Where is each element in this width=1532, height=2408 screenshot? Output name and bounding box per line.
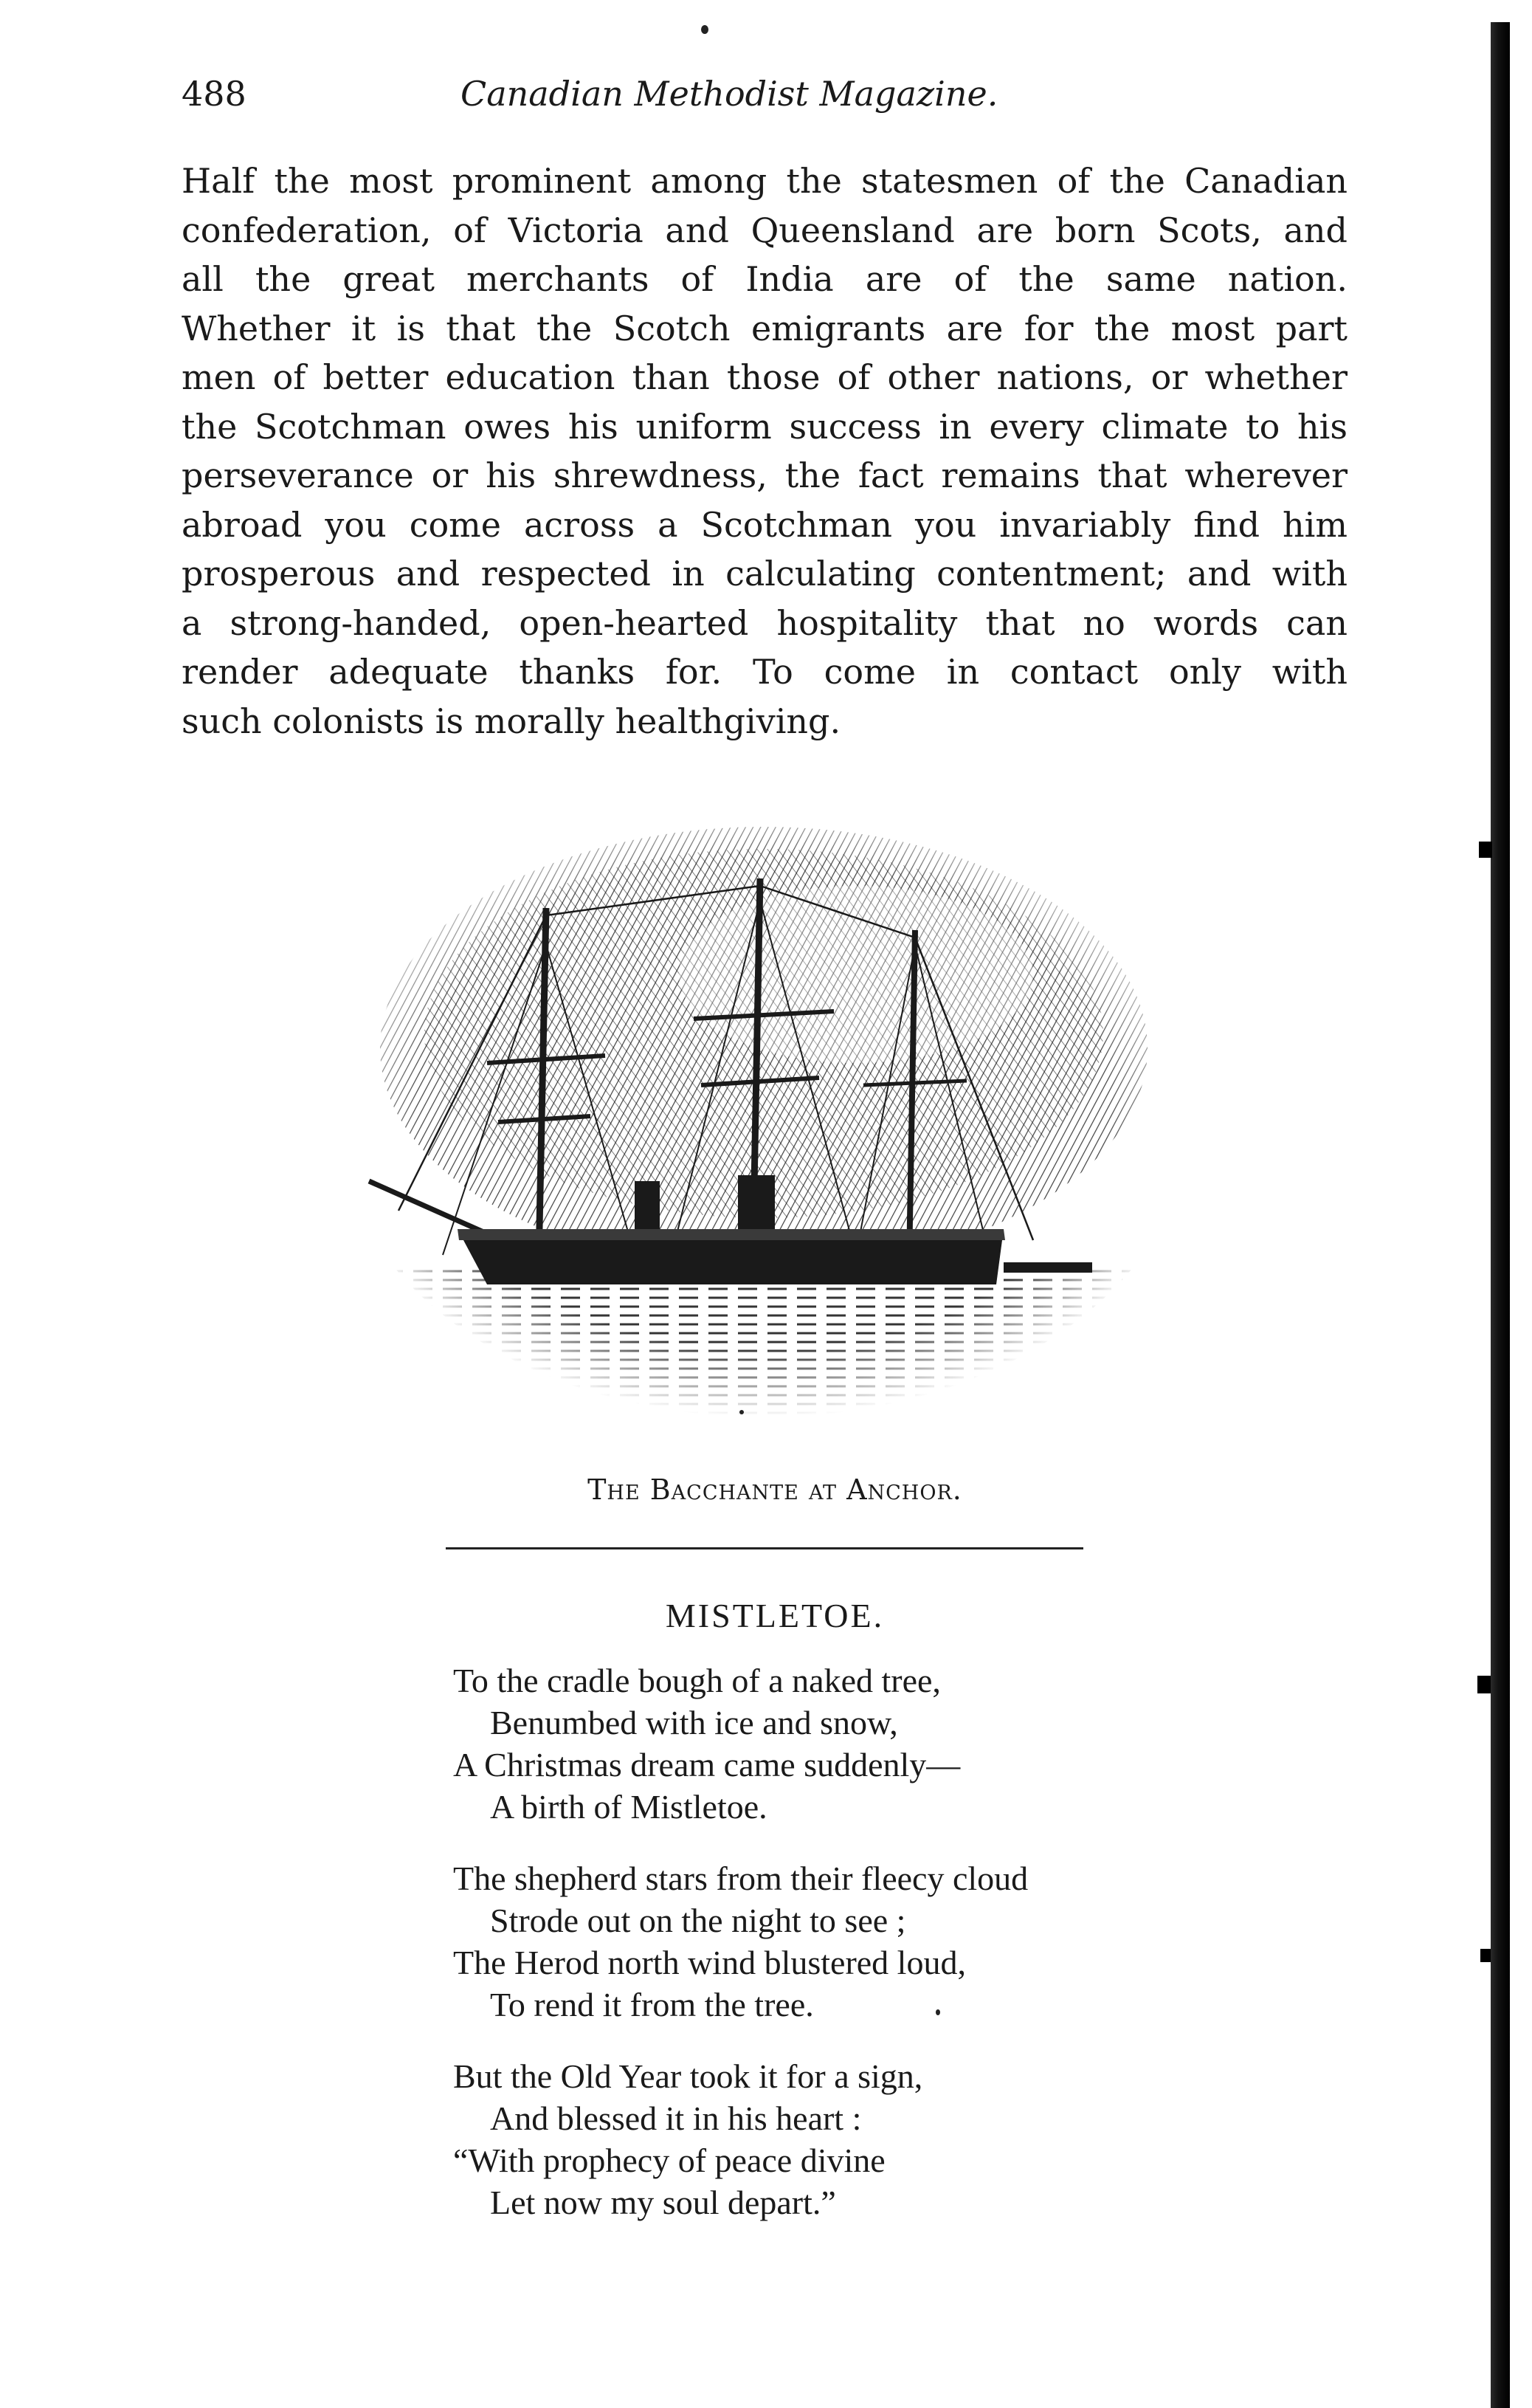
page-number: 488 — [182, 74, 246, 114]
body-line: such colonists is morally healthgiving. — [182, 701, 841, 741]
running-head — [182, 74, 1259, 125]
body-line: Whether it is that the Scotch emigrants are for the most part — [182, 308, 1348, 348]
poem-line: Strode out on the night to see ; — [490, 1902, 906, 1939]
body-line: perseverance or his shrewdness, the fact remains that wherever — [182, 455, 1348, 495]
poem-stanza — [453, 1659, 1191, 1828]
poem-line: Benumbed with ice and snow, — [490, 1704, 898, 1741]
section-divider — [446, 1547, 1083, 1549]
magazine-title: Canadian Methodist Magazine. — [460, 74, 998, 114]
poem-line: “With prophecy of peace divine — [453, 2142, 886, 2179]
poem-line: But the Old Year took it for a sign, — [453, 2057, 923, 2095]
body-line: Half the most prominent among the statesmen of the Canadian — [182, 161, 1348, 201]
poem — [453, 1659, 1191, 2253]
body-line: men of better education than those of other nations, or whether — [182, 357, 1348, 397]
poem-line: Let now my soul depart.” — [490, 2184, 836, 2221]
poem-title: MISTLETOE. — [665, 1597, 885, 1634]
body-line: abroad you come across a Scotchman you invariably find him — [182, 504, 1348, 545]
poem-line: To the cradle bough of a naked tree, — [453, 1662, 941, 1699]
scan-speck — [701, 25, 708, 34]
edge-notch — [1477, 1676, 1491, 1693]
poem-line: A Christmas dream came suddenly— — [453, 1746, 961, 1783]
poem-line: The Herod north wind blustered loud, — [453, 1944, 966, 1981]
body-line: prosperous and respected in calculating contentment; and with — [182, 554, 1348, 594]
body-line: the Scotchman owes his uniform success in every climate to his — [182, 406, 1348, 447]
poem-line: To rend it from the tree. — [490, 1986, 814, 2023]
poem-stanza — [453, 1857, 1191, 2026]
poem-line: And blessed it in his heart : — [490, 2099, 862, 2137]
page-edge-shadow — [1491, 22, 1510, 2408]
poem-line: The shepherd stars from their fleecy cloud — [453, 1860, 1029, 1897]
edge-notch — [1479, 842, 1492, 858]
illustration-caption: The Bacchante at Anchor. — [587, 1473, 962, 1506]
edge-notch — [1480, 1949, 1491, 1962]
sky-hatching — [369, 827, 1159, 1439]
body-line: all the great merchants of India are of the same nation. — [182, 259, 1348, 299]
body-line: confederation, of Victoria and Queensland are born Scots, and — [182, 210, 1348, 250]
poem-stanza — [453, 2055, 1191, 2223]
poem-line: A birth of Mistletoe. — [490, 1788, 767, 1826]
body-line: a strong-handed, open-hearted hospitality that no words can — [182, 602, 1348, 643]
body-line: render adequate thanks for. To come in contact only with — [182, 652, 1348, 692]
ship-engraving — [325, 797, 1203, 1462]
body-paragraph — [182, 156, 1348, 746]
